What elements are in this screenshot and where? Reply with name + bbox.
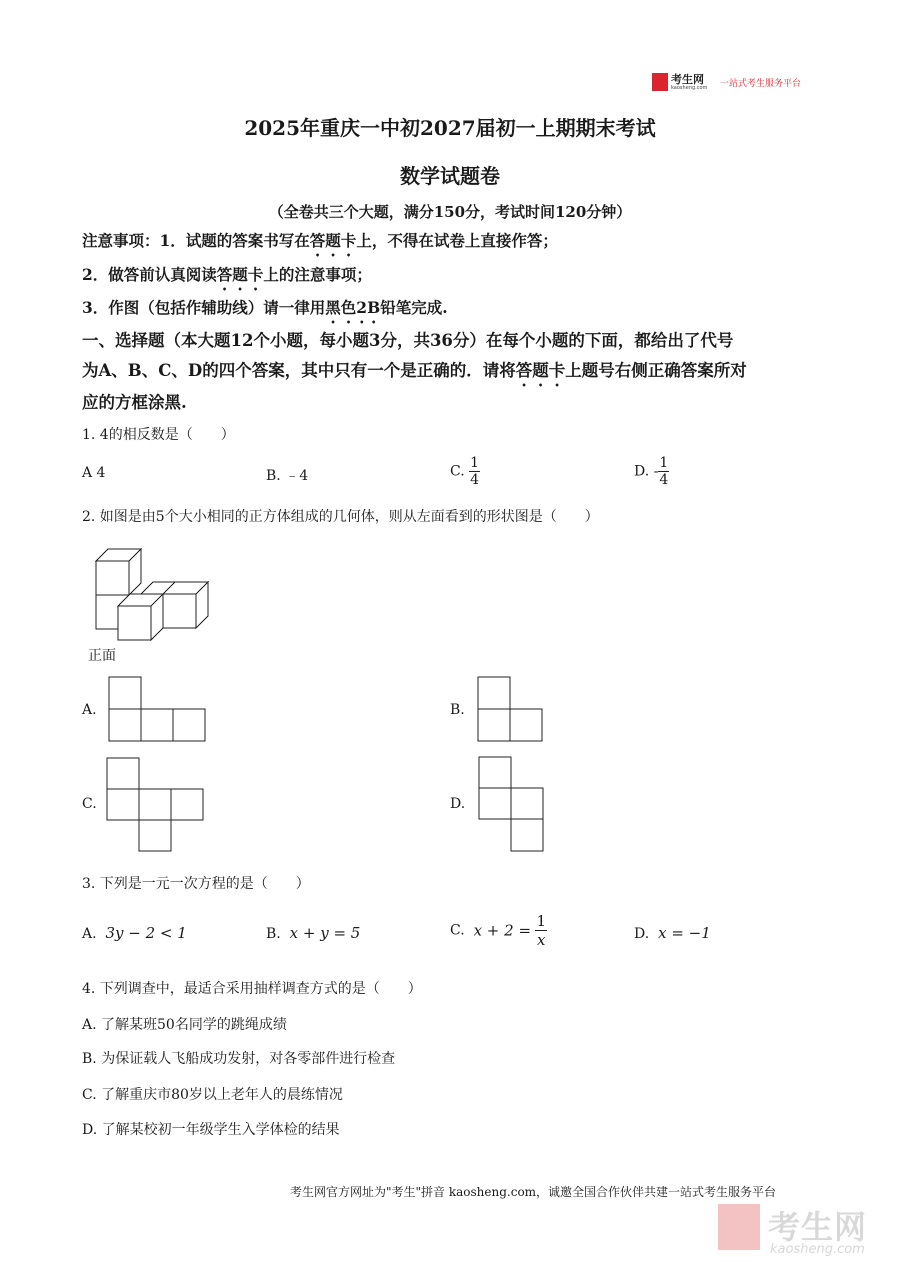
q3-option-b: B. x + y = 5: [266, 924, 361, 942]
q2-option-a-figure: [108, 676, 208, 743]
q2-option-a-label: A.: [82, 702, 97, 718]
front-label: 正面: [88, 648, 116, 664]
watermark-domain: kaosheng.com: [770, 1242, 865, 1257]
q1-option-d: D. - $\frac{1}{4}$: [634, 455, 669, 488]
q1-option-a: A 4: [82, 465, 106, 481]
q1-d-fraction: $\frac{1}{4}$: [659, 455, 669, 488]
section-1-line-3: 应的方框涂黑.: [82, 393, 187, 412]
question-3-stem: 3. 下列是一元一次方程的是（ ）: [82, 876, 310, 892]
q3-c-lhs: x + 2 =: [473, 921, 532, 940]
q1-option-c: C. $\frac{1}{4}$: [450, 455, 480, 488]
watermark-logo-icon: [718, 1204, 760, 1250]
exam-info: （全卷共三个大题，满分150分，考试时间120分钟）: [268, 203, 632, 221]
q1-option-b: B. ﹣4: [266, 468, 309, 484]
logo-slogan: 一站式考生服务平台: [720, 79, 802, 89]
logo-domain: kaosheng.com: [671, 85, 708, 91]
page-title: 2025年重庆一中初2027届初一上期期末考试: [244, 116, 656, 140]
section-1-line-1: 一、选择题（本大题12个小题，每小题3分，共36分）在每个小题的下面，都给出了代号: [82, 331, 734, 350]
q1-c-fraction: $\frac{1}{4}$: [470, 455, 480, 488]
q2-option-d-figure: [478, 756, 546, 853]
q4-option-a: A. 了解某班50名同学的跳绳成绩: [82, 1017, 287, 1033]
q4-option-c: C. 了解重庆市80岁以上老年人的晨练情况: [82, 1087, 343, 1103]
section-1-line-2: 为A、B、C、D的四个答案，其中只有一个是正确的．请将答题卡上题号右侧正确答案所对: [82, 361, 747, 380]
q3-a-expr: 3y − 2 < 1: [105, 924, 187, 942]
note-line-1: 注意事项：1．试题的答案书写在答题卡上，不得在试卷上直接作答；: [82, 231, 558, 250]
q2-option-c-figure: [106, 757, 204, 853]
note-line-2: 2．做答前认真阅读答题卡上的注意事项；: [82, 265, 372, 284]
question-1-stem: 1. 4的相反数是（ ）: [82, 427, 235, 443]
q3-b-expr: x + y = 5: [289, 924, 361, 942]
watermark-logo: [718, 1202, 898, 1262]
q3-d-expr: x = −1: [658, 924, 711, 942]
watermark-name: 考生网: [768, 1208, 868, 1246]
kaosheng-logo-icon: [652, 73, 668, 91]
q3-option-c: C. x + 2 = $\frac{1}{x}$: [450, 912, 547, 949]
question-4-stem: 4. 下列调查中，最适合采用抽样调查方式的是（ ）: [82, 981, 422, 997]
header-logo: [652, 71, 817, 101]
q2-option-b-figure: [477, 676, 545, 743]
q3-option-a: A. 3y − 2 < 1: [82, 924, 187, 942]
q2-cube-figure: [90, 545, 220, 645]
note-line-3: 3．作图（包括作辅助线）请一律用黑色2B铅笔完成.: [82, 298, 448, 317]
q2-option-b-label: B.: [450, 702, 465, 718]
question-2-stem: 2. 如图是由5个大小相同的正方体组成的几何体，则从左面看到的形状图是（ ）: [82, 509, 599, 525]
q3-c-fraction: $\frac{1}{x}$: [536, 912, 547, 949]
q4-option-d: D. 了解某校初一年级学生入学体检的结果: [82, 1122, 340, 1138]
footer-text: 考生网官方网址为"考生"拼音 kaosheng.com，诚邀全国合作伙伴共建一站式考生服务平台: [290, 1185, 777, 1199]
page-subtitle: 数学试题卷: [400, 164, 500, 188]
logo-name: 考生网: [671, 73, 704, 86]
q2-option-c-label: C.: [82, 796, 97, 812]
q4-option-b: B. 为保证载人飞船成功发射，对各零部件进行检查: [82, 1051, 396, 1067]
q3-option-d: D. x = −1: [634, 924, 711, 942]
q2-option-d-label: D.: [450, 796, 466, 812]
